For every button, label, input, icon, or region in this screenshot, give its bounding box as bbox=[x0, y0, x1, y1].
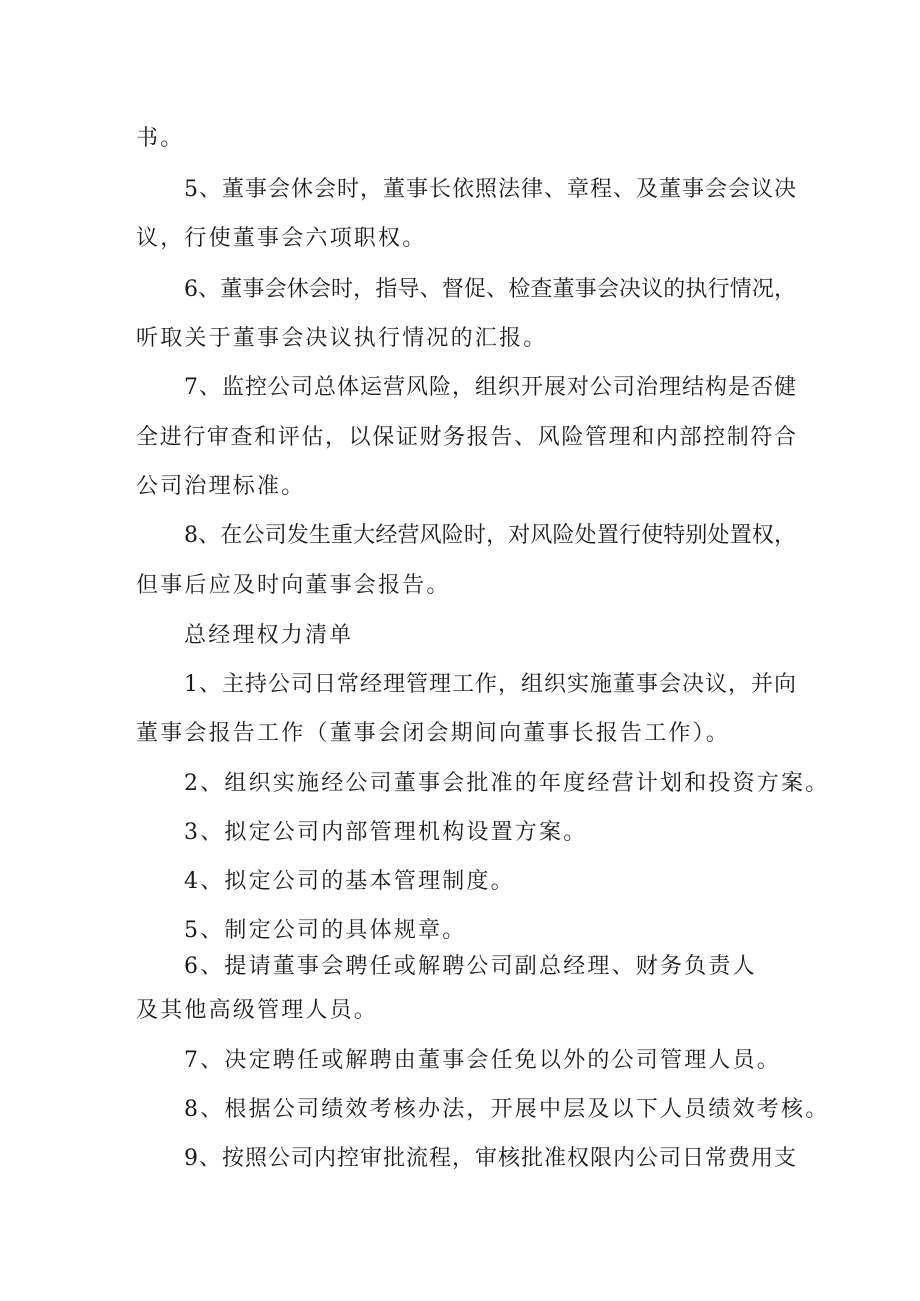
list-item: 5、制定公司的具体规章。 bbox=[184, 918, 467, 943]
section-heading: 总经理权力清单 bbox=[184, 623, 354, 648]
paragraph-line: 7、监控公司总体运营风险，组织开展对公司治理结构是否健 bbox=[184, 375, 796, 400]
list-item: 2、组织实施经公司董事会批准的年度经营计划和投资方案。 bbox=[184, 771, 830, 796]
text-line: 但事后应及时向董事会报告。 bbox=[136, 573, 451, 598]
list-item: 4、拟定公司的基本管理制度。 bbox=[184, 869, 515, 894]
text-line: 书。 bbox=[136, 126, 185, 151]
text-line: 议，行使董事会六项职权。 bbox=[136, 226, 427, 251]
list-item: 7、决定聘任或解聘由董事会任免以外的公司管理人员。 bbox=[184, 1048, 781, 1073]
list-item: 6、提请董事会聘任或解聘公司副总经理、财务负责人 bbox=[184, 954, 757, 979]
paragraph-line: 5、董事会休会时，董事长依照法律、章程、及董事会会议决 bbox=[184, 177, 796, 202]
list-item: 3、拟定公司内部管理机构设置方案。 bbox=[184, 820, 588, 845]
list-item: 8、根据公司绩效考核办法，开展中层及以下人员绩效考核。 bbox=[184, 1097, 830, 1122]
text-line: 及其他高级管理人员。 bbox=[136, 998, 379, 1023]
text-line: 全进行审查和评估，以保证财务报告、风险管理和内部控制符合 bbox=[136, 425, 796, 450]
paragraph-line: 8、在公司发生重大经营风险时，对风险处置行使特别处置权， bbox=[184, 523, 796, 548]
text-line: 董事会报告工作（董事会闭会期间向董事长报告工作）。 bbox=[136, 721, 731, 746]
paragraph-line: 6、董事会休会时，指导、督促、检查董事会决议的执行情况， bbox=[184, 277, 796, 302]
text-line: 听取关于董事会决议执行情况的汇报。 bbox=[136, 326, 548, 351]
list-item: 9、按照公司内控审批流程，审核批准权限内公司日常费用支 bbox=[184, 1146, 796, 1171]
paragraph-line: 1、主持公司日常经理管理工作，组织实施董事会决议，并向 bbox=[184, 672, 796, 697]
text-line: 公司治理标准。 bbox=[136, 474, 306, 499]
